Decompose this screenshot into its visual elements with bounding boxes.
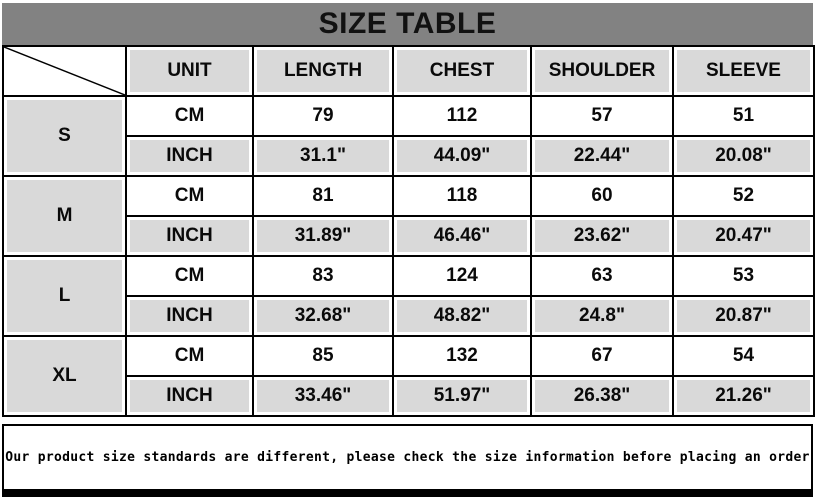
unit-label-inch-l: INCH	[126, 296, 253, 336]
row-xl-cm	[3, 336, 814, 376]
value-m-cm-shoulder: 60	[531, 176, 673, 216]
value-l-inch-shoulder: 24.8"	[531, 296, 673, 336]
unit-label-inch-m: INCH	[126, 216, 253, 256]
value-xl-inch-chest: 51.97"	[393, 376, 531, 416]
value-xl-cm-shoulder: 67	[531, 336, 673, 376]
column-header-shoulder: SHOULDER	[531, 46, 673, 96]
value-s-inch-sleeve: 20.08"	[673, 136, 814, 176]
value-m-cm-sleeve: 52	[673, 176, 814, 216]
value-l-cm-sleeve: 53	[673, 256, 814, 296]
size-label-l: L	[3, 256, 126, 336]
value-l-cm-chest: 124	[393, 256, 531, 296]
value-xl-inch-length: 33.46"	[253, 376, 393, 416]
value-s-inch-shoulder: 22.44"	[531, 136, 673, 176]
value-l-cm-length: 83	[253, 256, 393, 296]
value-xl-cm-chest: 132	[393, 336, 531, 376]
size-label-s: S	[3, 96, 126, 176]
diagonal-corner-cell	[3, 46, 126, 96]
value-s-cm-sleeve: 51	[673, 96, 814, 136]
value-s-inch-length: 31.1"	[253, 136, 393, 176]
row-l-cm	[3, 256, 814, 296]
unit-label-cm-s: CM	[126, 96, 253, 136]
value-xl-inch-sleeve: 21.26"	[673, 376, 814, 416]
diagonal-line-icon	[4, 47, 125, 95]
size-label-xl: XL	[3, 336, 126, 416]
value-m-inch-chest: 46.46"	[393, 216, 531, 256]
row-s-cm	[3, 96, 814, 136]
value-s-inch-chest: 44.09"	[393, 136, 531, 176]
value-s-cm-chest: 112	[393, 96, 531, 136]
unit-label-inch-xl: INCH	[126, 376, 253, 416]
value-xl-cm-length: 85	[253, 336, 393, 376]
footer-note	[2, 424, 813, 497]
value-l-inch-length: 32.68"	[253, 296, 393, 336]
value-m-cm-length: 81	[253, 176, 393, 216]
value-m-cm-chest: 118	[393, 176, 531, 216]
value-xl-cm-sleeve: 54	[673, 336, 814, 376]
size-table	[2, 45, 815, 417]
footer-note-text: Our product size standards are different, please check the size information before placing an order	[5, 450, 810, 465]
value-xl-inch-shoulder: 26.38"	[531, 376, 673, 416]
column-header-chest: CHEST	[393, 46, 531, 96]
column-header-unit: UNIT	[126, 46, 253, 96]
size-table-body	[3, 96, 814, 416]
column-header-length: LENGTH	[253, 46, 393, 96]
value-s-cm-length: 79	[253, 96, 393, 136]
title-bar	[2, 3, 813, 45]
value-l-cm-shoulder: 63	[531, 256, 673, 296]
unit-label-inch-s: INCH	[126, 136, 253, 176]
value-m-inch-length: 31.89"	[253, 216, 393, 256]
value-m-inch-sleeve: 20.47"	[673, 216, 814, 256]
column-header-sleeve: SLEEVE	[673, 46, 814, 96]
unit-label-cm-xl: CM	[126, 336, 253, 376]
row-m-cm	[3, 176, 814, 216]
value-l-inch-chest: 48.82"	[393, 296, 531, 336]
value-s-cm-shoulder: 57	[531, 96, 673, 136]
value-m-inch-shoulder: 23.62"	[531, 216, 673, 256]
unit-label-cm-l: CM	[126, 256, 253, 296]
value-l-inch-sleeve: 20.87"	[673, 296, 814, 336]
unit-label-cm-m: CM	[126, 176, 253, 216]
size-label-m: M	[3, 176, 126, 256]
header-row	[3, 46, 814, 96]
page-title: SIZE TABLE	[318, 7, 497, 40]
